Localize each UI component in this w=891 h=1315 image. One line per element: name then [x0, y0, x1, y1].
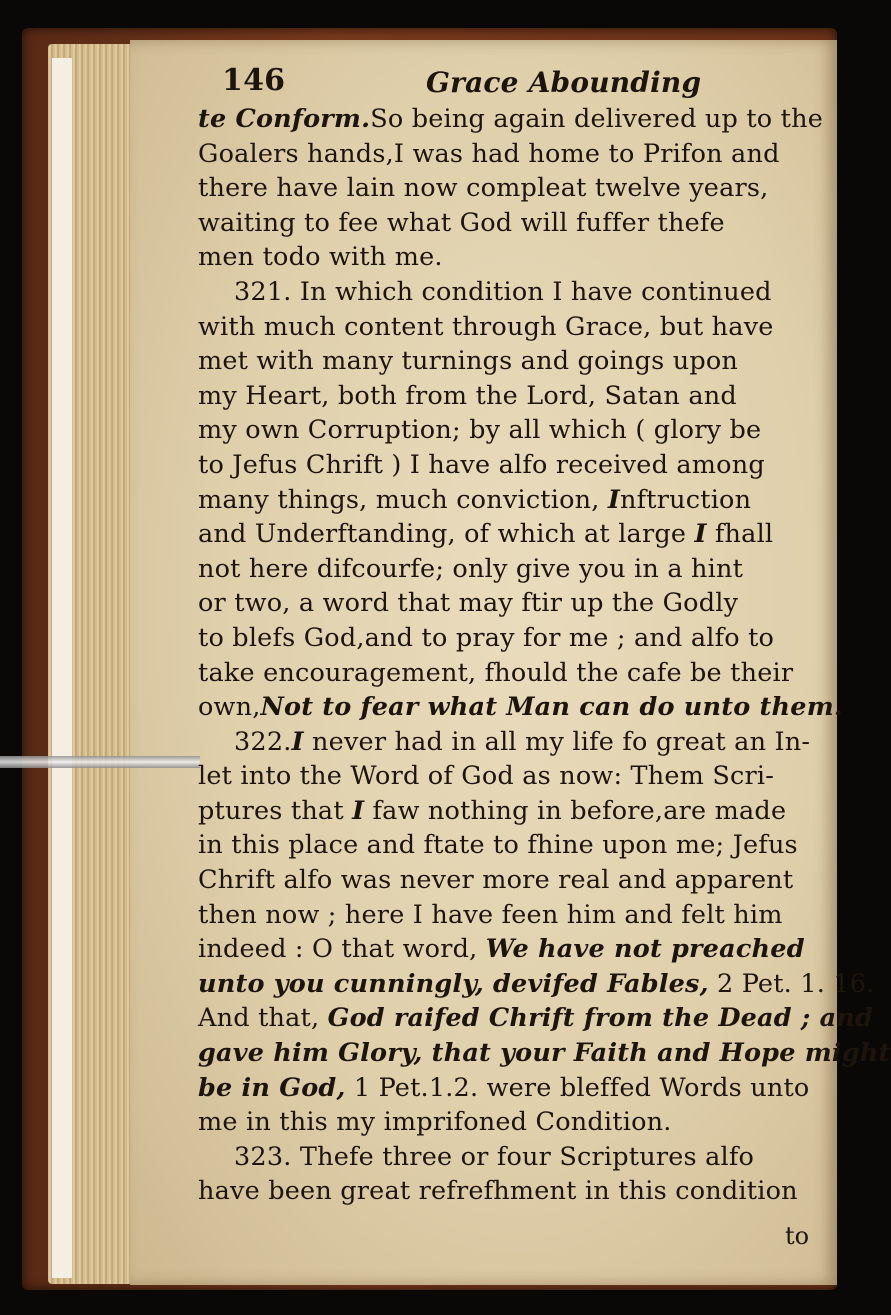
text-run: there have lain now compleat twelve years, — [198, 173, 769, 204]
text-run: me in this my imprifoned Condition. — [198, 1107, 672, 1138]
paragraph — [198, 102, 828, 275]
italic-run: I — [291, 726, 304, 757]
italic-run: te Conform. — [198, 104, 371, 134]
page-number: 146 — [222, 63, 286, 98]
text-run: waiting to fee what God will fuffer thefe — [198, 207, 725, 238]
text-run: many things, much conviction, — [198, 484, 608, 515]
text-line — [198, 379, 828, 414]
text-run: fhall — [706, 519, 774, 550]
text-line — [198, 171, 828, 206]
text-run: to Jefus Chrift ) I have alfo received among — [198, 449, 765, 480]
text-line — [198, 517, 828, 552]
text-run: and Underftanding, of which at large — [198, 519, 695, 550]
text-line — [198, 1071, 828, 1106]
text-run: with much content through Grace, but have — [198, 311, 774, 342]
text-run: 321. In which condition I have continued — [234, 276, 772, 307]
catchword: to — [785, 1222, 810, 1250]
text-line — [198, 344, 828, 379]
text-run: never had in all my life fo great an In- — [303, 726, 811, 757]
text-run: 2 Pet. 1. 16. — [708, 968, 875, 999]
text-line — [198, 137, 828, 172]
text-line — [198, 656, 828, 691]
text-run: then now ; here I have feen him and felt him — [198, 899, 783, 930]
text-line — [198, 1001, 874, 1036]
text-line — [198, 828, 828, 863]
italic-run: God raifed Chrift from the Dead ; and — [327, 1003, 874, 1034]
page-header — [198, 62, 828, 102]
running-title: Grace Abounding — [426, 66, 702, 99]
text-run: ptures that — [198, 795, 353, 826]
paragraph — [198, 275, 843, 725]
text-line — [198, 240, 828, 275]
text-run: indeed : O that word, — [198, 934, 486, 965]
paragraph — [198, 725, 891, 1140]
text-run: met with many turnings and goings upon — [198, 346, 739, 377]
text-run: in this place and ftate to fhine upon me; Jefus — [198, 830, 798, 861]
text-run: own, — [198, 692, 261, 723]
text-line — [198, 1174, 828, 1209]
page-text — [198, 62, 891, 1209]
text-line — [198, 725, 828, 760]
text-run: So being again delivered up to the — [370, 104, 824, 134]
text-line — [198, 759, 828, 794]
italic-run: be in God, — [198, 1072, 346, 1103]
text-run: faw nothing in before,are made — [364, 795, 787, 826]
text-line — [198, 932, 828, 967]
text-run: have been great refrefhment in this condition — [198, 1176, 798, 1207]
text-run: to blefs God,and to pray for me ; and alfo to — [198, 622, 775, 653]
italic-run: unto you cunningly, devifed Fables, — [198, 968, 709, 999]
text-run: 322. — [234, 726, 292, 757]
text-run: nftruction — [620, 484, 752, 515]
page-edge-highlight — [52, 58, 72, 1278]
text-line — [198, 275, 828, 310]
text-line — [198, 1036, 891, 1071]
text-run: And that, — [198, 1003, 328, 1034]
text-run: men todo with me. — [198, 242, 443, 273]
text-line — [198, 898, 828, 933]
text-line — [198, 552, 828, 587]
italic-run: Not to fear what Man can do unto them. — [260, 692, 843, 723]
bookmark-ribbon — [0, 756, 200, 768]
text-line — [198, 690, 843, 725]
text-line — [198, 586, 828, 621]
text-line — [198, 206, 828, 241]
paragraph — [198, 1140, 828, 1209]
text-run: or two, a word that may ftir up the Godly — [198, 588, 739, 619]
text-run: 323. Thefe three or four Scriptures alfo — [234, 1141, 755, 1172]
text-run: Goalers hands,I was had home to Prifon and — [198, 138, 780, 169]
italic-run: I — [352, 795, 365, 826]
text-run: my Heart, both from the Lord, Satan and — [198, 380, 737, 411]
italic-run: gave him Glory, that your Faith and Hope might — [198, 1038, 891, 1069]
text-run: not here difcourfe; only give you in a hint — [198, 553, 744, 584]
text-run: let into the Word of God as now: Them Scri- — [198, 761, 775, 792]
italic-run: I — [694, 519, 707, 550]
text-line — [198, 448, 828, 483]
text-run: take encouragement, fhould the cafe be their — [198, 657, 794, 688]
text-line — [198, 102, 828, 137]
text-line — [198, 413, 828, 448]
text-run: 1 Pet.1.2. were bleffed Words unto — [345, 1072, 810, 1103]
text-run: Chrift alfo was never more real and apparent — [198, 865, 794, 896]
text-line — [198, 967, 875, 1002]
text-line — [198, 621, 828, 656]
text-line — [198, 483, 828, 518]
text-line — [198, 863, 828, 898]
text-line — [198, 1105, 828, 1140]
text-line — [198, 794, 828, 829]
italic-run: We have not preached — [485, 934, 805, 965]
body-text — [198, 102, 891, 1209]
italic-run: I — [607, 484, 621, 515]
text-line — [198, 310, 828, 345]
text-run: my own Corruption; by all which ( glory be — [198, 415, 762, 446]
text-line — [198, 1140, 828, 1175]
